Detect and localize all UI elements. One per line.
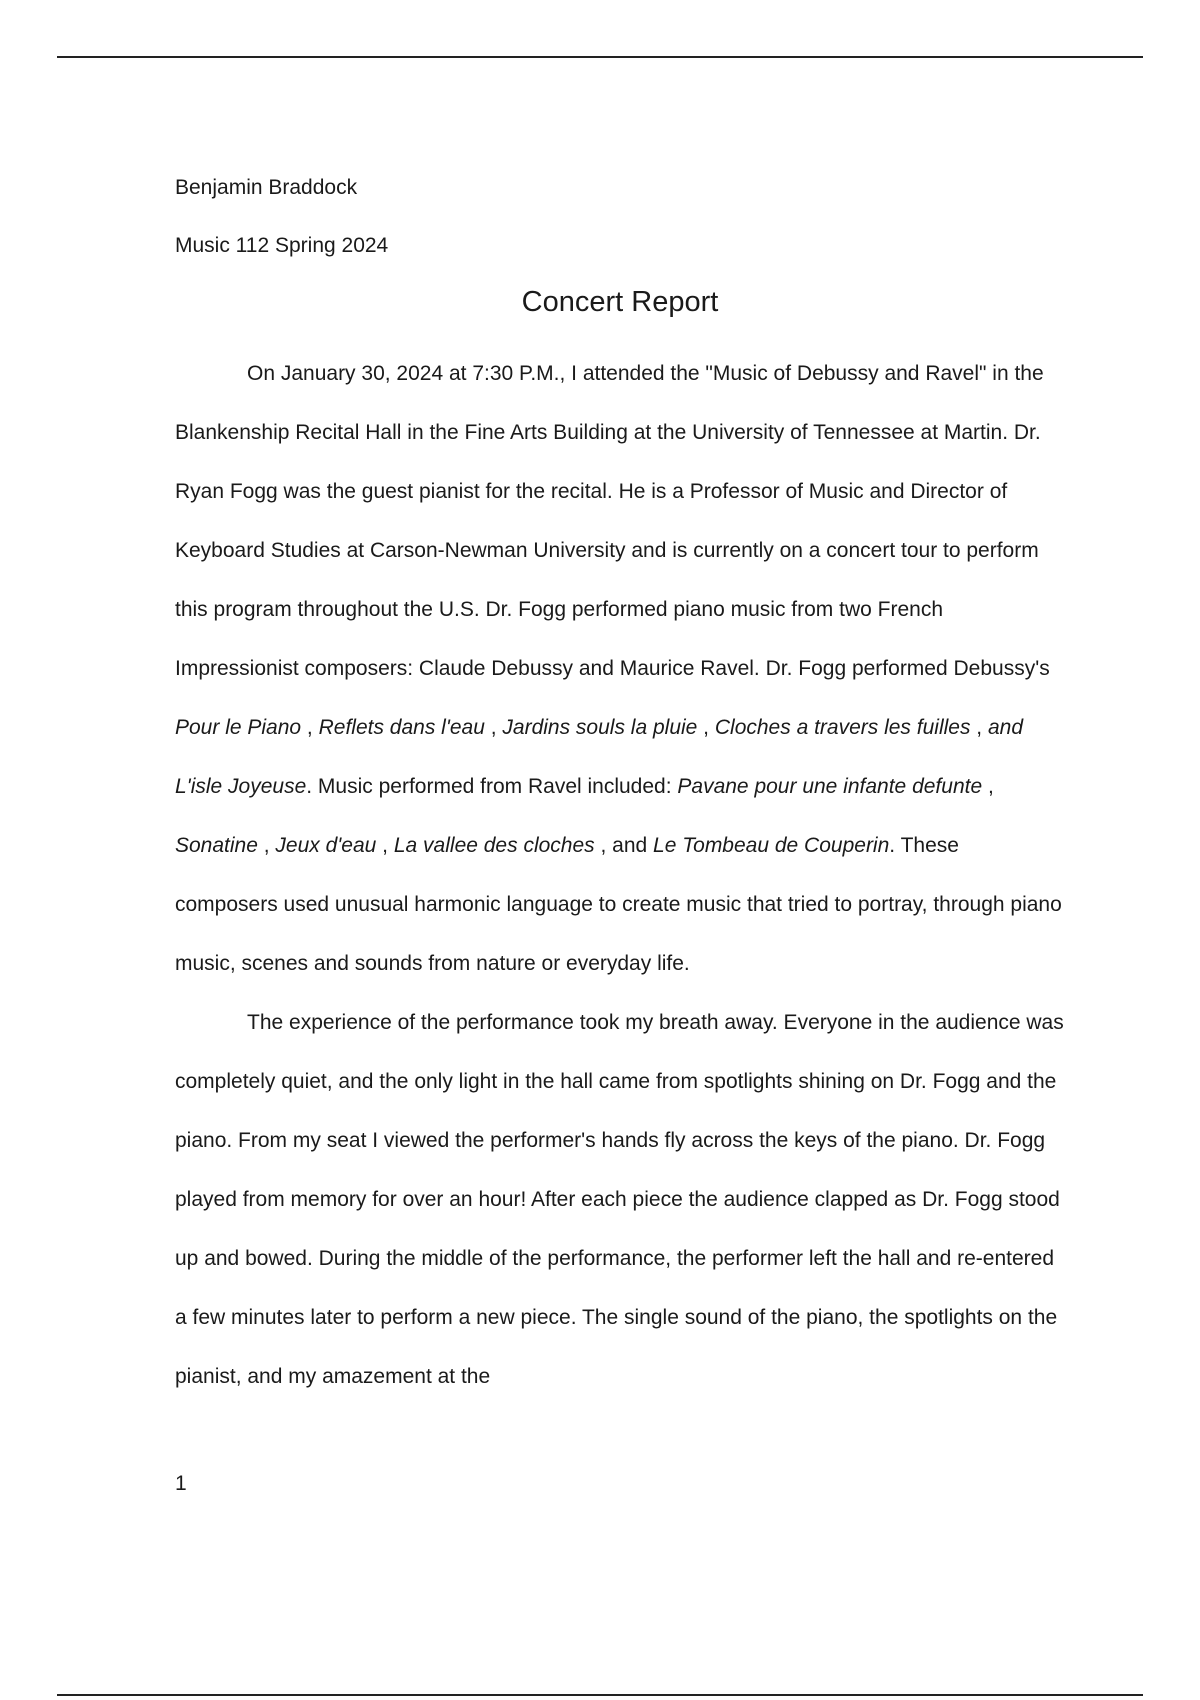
separator: , bbox=[376, 834, 394, 857]
separator: , bbox=[970, 716, 988, 739]
work-title: Pour le Piano bbox=[175, 716, 302, 739]
footer-rule bbox=[57, 1694, 1143, 1696]
course-info: Music 112 Spring 2024 bbox=[175, 234, 389, 257]
work-title: and L'isle Joyeuse bbox=[175, 716, 1024, 798]
work-title: Reflets dans l'eau bbox=[318, 716, 485, 739]
separator: , bbox=[257, 834, 276, 857]
header-rule bbox=[57, 56, 1143, 58]
work-title: Cloches a travers les fuilles bbox=[714, 716, 971, 739]
paragraph-1 bbox=[175, 344, 1065, 993]
paragraph-2: The experience of the performance took my breath away. Everyone in the audience was completely quiet, and the only light in the hall came from spotlights shining on Dr. Fogg and the piano. From my seat I viewed the performer's hands fly across the keys of the piano. Dr. Fogg played from memory for over an hour! After each piece the audience clapped as Dr. Fogg stood up and bowed. During the middle of the performance, the performer left the hall and re-entered a few minutes later to perform a new piece. The single sound of the piano, the spotlights on the pianist, and my amazement at the bbox=[175, 1011, 1064, 1388]
separator: , bbox=[484, 716, 503, 739]
work-title: Sonatine bbox=[175, 834, 258, 857]
separator: , and bbox=[594, 834, 654, 857]
work-title: Jeux d'eau bbox=[275, 834, 377, 857]
separator: , bbox=[982, 775, 994, 798]
page-number: 1 bbox=[175, 1472, 187, 1495]
work-title: Le Tombeau de Couperin bbox=[653, 834, 890, 857]
work-title: Jardins souls la pluie bbox=[502, 716, 698, 739]
work-title: Pavane pour une infante defunte bbox=[677, 775, 983, 798]
author-name: Benjamin Braddock bbox=[175, 176, 358, 199]
document-title: Concert Report bbox=[521, 286, 719, 318]
paragraph-1-text: On January 30, 2024 at 7:30 P.M., I attended the "Music of Debussy and Ravel" in the Blankenship Recital Hall in the Fine Arts Building at the University of Tennessee at Martin. Dr. Ryan Fogg was the guest pianist for the recital. He is a Professor of Music and Director of Keyboard Studies at Carson-Newman University and is currently on a concert tour to perform this program throughout the U.S. Dr. Fogg performed piano music from two French Impressionist composers: Claude Debussy and Maurice Ravel. Dr. Fogg performed Debussy's bbox=[175, 362, 1050, 680]
work-title: La vallee des cloches bbox=[393, 834, 595, 857]
paragraph-1-text: . Music performed from Ravel included: bbox=[306, 775, 678, 798]
document-body bbox=[175, 174, 1065, 1406]
paragraph-1-text: . These composers used unusual harmonic language to create music that tried to portray, through piano music, scenes and sounds from nature or everyday life. bbox=[175, 834, 1062, 975]
separator: , bbox=[697, 716, 715, 739]
separator: , bbox=[301, 716, 319, 739]
